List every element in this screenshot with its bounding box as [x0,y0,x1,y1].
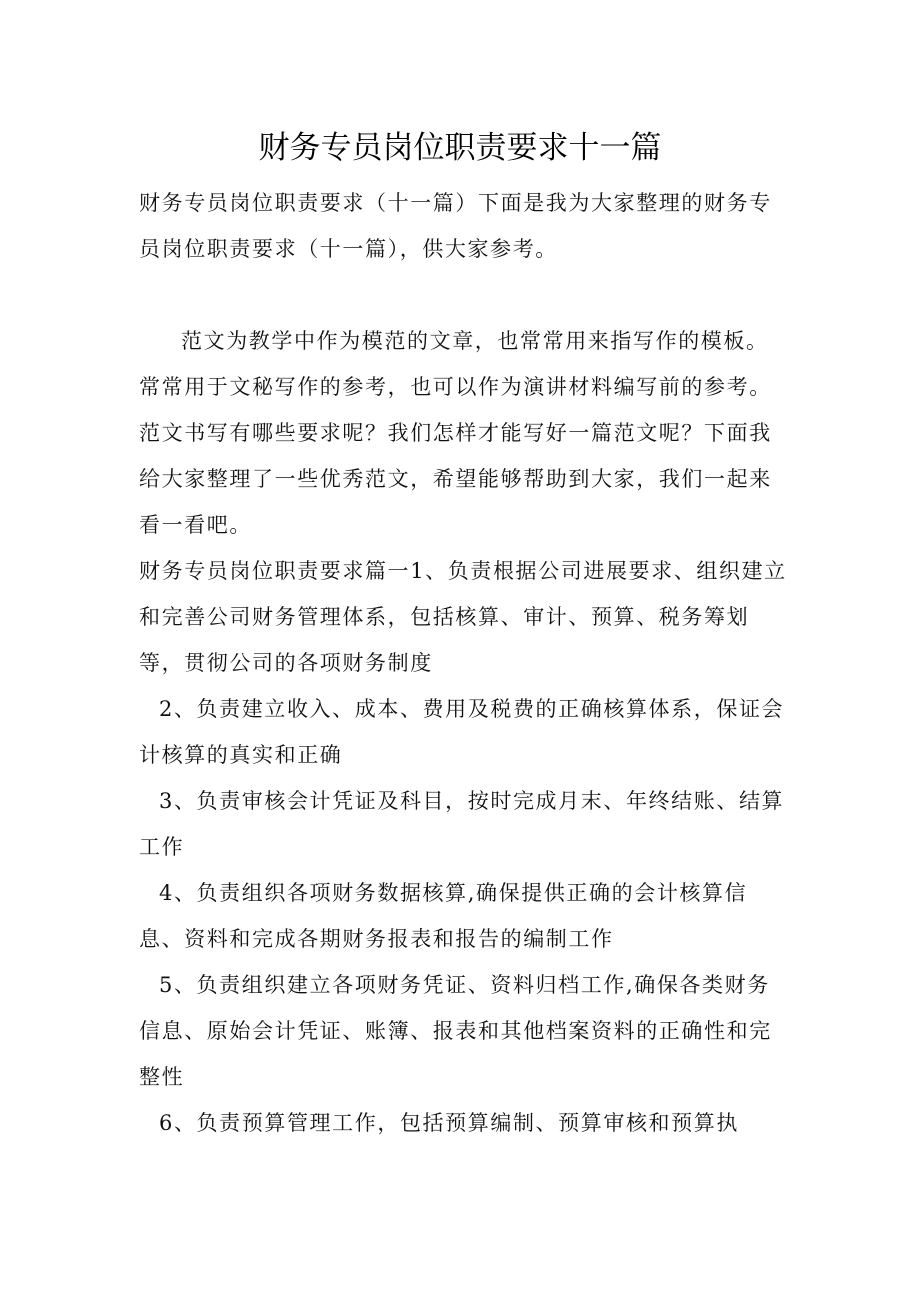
duty-item-5: 5、负责组织建立各项财务凭证、资料归档工作,确保各类财务信息、原始会计凭证、账簿、报表和其他档案资料的正确性和完整性 [139,973,772,1089]
section-one-paragraph: 财务专员岗位职责要求篇一1、负责根据公司进展要求、组织建立和完善公司财务管理体系，包括核算、审计、预算、税务筹划等，贯彻公司的各项财务制度 [139,559,787,675]
document-title: 财务专员岗位职责要求十一篇 [258,130,662,166]
fanwen-paragraph: 范文为教学中作为模范的文章，也常常用来指写作的模板。常常用于文秘写作的参考，也可以作为演讲材料编写前的参考。范文书写有哪些要求呢？我们怎样才能写好一篇范文呢？下面我给大家整理了一些优秀范文，希望能够帮助到大家，我们一起来看一看吧。 [139,329,772,537]
duty-item-6: 6、负责预算管理工作，包括预算编制、预算审核和预算执 [159,1111,739,1135]
duty-item-4: 4、负责组织各项财务数据核算,确保提供正确的会计核算信息、资料和完成各期财务报表和报告的编制工作 [139,881,748,951]
duty-item-3: 3、负责审核会计凭证及科目，按时完成月末、年终结账、结算工作 [139,789,785,859]
duty-item-2: 2、负责建立收入、成本、费用及税费的正确核算体系，保证会计核算的真实和正确 [139,697,785,767]
intro-paragraph: 财务专员岗位职责要求（十一篇）下面是我为大家整理的财务专员岗位职责要求（十一篇），供大家参考。 [139,191,772,261]
